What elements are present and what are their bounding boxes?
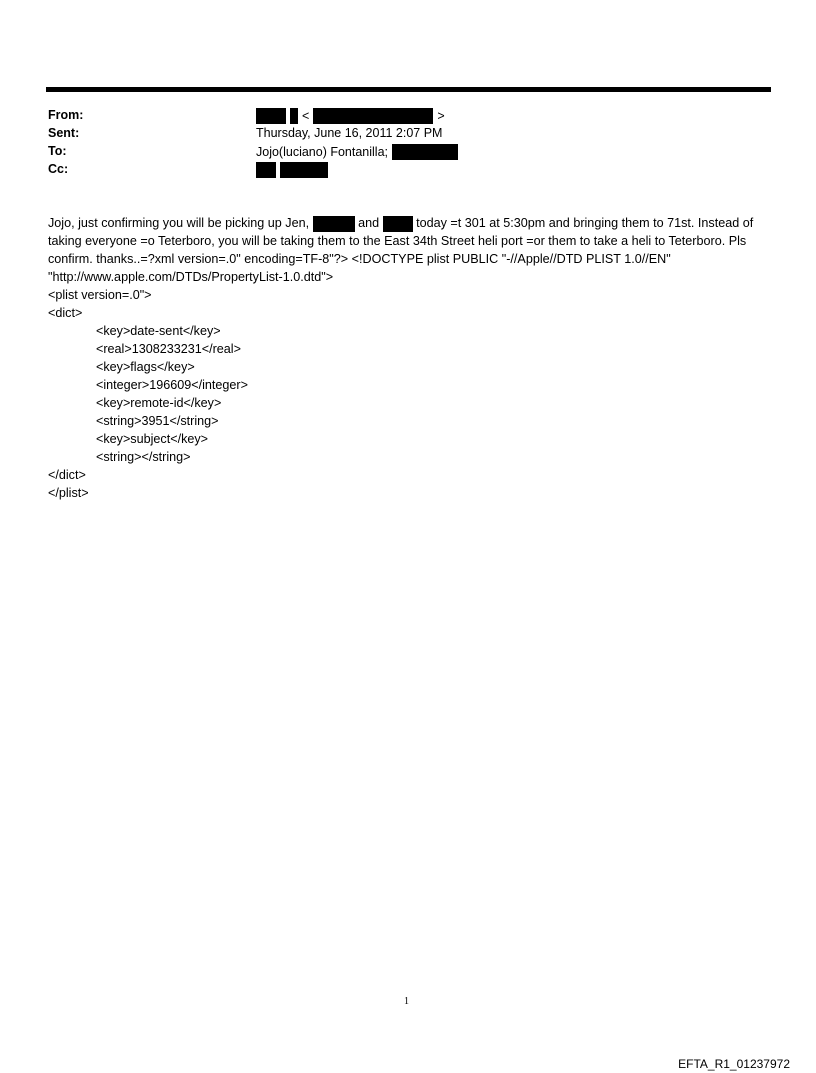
to-label: To: bbox=[48, 144, 67, 158]
cc-row bbox=[48, 162, 768, 180]
header-rule bbox=[46, 87, 771, 92]
from-label: From: bbox=[48, 108, 84, 122]
plist-line: </plist> bbox=[48, 486, 89, 500]
plist-line: <key>subject</key> bbox=[96, 432, 209, 446]
from-open-bracket: < bbox=[302, 109, 310, 123]
plist-block bbox=[48, 286, 773, 502]
redaction-block bbox=[290, 108, 298, 124]
plist-line: <string></string> bbox=[96, 450, 191, 464]
redaction-block bbox=[392, 144, 458, 160]
plist-line: <real>1308233231</real> bbox=[96, 342, 241, 356]
to-value bbox=[256, 144, 458, 160]
redaction-block bbox=[313, 108, 433, 124]
sent-value: Thursday, June 16, 2011 2:07 PM bbox=[256, 126, 443, 140]
sent-row bbox=[48, 126, 768, 144]
message-text-2: and bbox=[358, 216, 380, 230]
message-text-3: today =t 301 at 5:30pm and bringing them to 71st. Instead of taking everyone =o Teterboro, you will be taking them to the East 34th Street heli port =or them to take a heli to Teterboro. Pls confirm. thanks..=?xml version=.0" encoding=TF-8"?> <!DOCTYPE plist PUBLIC "-//Apple//DTD PLIST 1.0//EN" "http://www.apple.com/DTDs/PropertyList-1.0.dtd"> bbox=[48, 216, 754, 284]
plist-line: <key>flags</key> bbox=[96, 360, 195, 374]
sent-label: Sent: bbox=[48, 126, 80, 140]
plist-line: </dict> bbox=[48, 468, 86, 482]
plist-line: <string>3951</string> bbox=[96, 414, 219, 428]
plist-line: <key>remote-id</key> bbox=[96, 396, 222, 410]
to-recipient: Jojo(luciano) Fontanilla; bbox=[256, 145, 389, 159]
from-close-bracket: > bbox=[437, 109, 445, 123]
redaction-block bbox=[256, 108, 286, 124]
cc-label: Cc: bbox=[48, 162, 69, 176]
to-row bbox=[48, 144, 768, 162]
redaction-block bbox=[280, 162, 328, 178]
plist-line: <integer>196609</integer> bbox=[96, 378, 248, 392]
from-row bbox=[48, 108, 768, 126]
page-number: 1 bbox=[404, 996, 409, 1007]
from-value bbox=[256, 108, 445, 124]
plist-line: <key>date-sent</key> bbox=[96, 324, 221, 338]
redaction-block bbox=[256, 162, 276, 178]
message-paragraph bbox=[48, 214, 773, 286]
document-id: EFTA_R1_01237972 bbox=[678, 1057, 790, 1071]
cc-value bbox=[256, 162, 328, 178]
redaction-block bbox=[313, 216, 355, 232]
message-text-1: Jojo, just confirming you will be picking up Jen, bbox=[48, 216, 310, 230]
plist-line: <dict> bbox=[48, 306, 83, 320]
plist-line: <plist version=.0"> bbox=[48, 288, 152, 302]
redaction-block bbox=[383, 216, 413, 232]
email-body bbox=[48, 214, 773, 502]
